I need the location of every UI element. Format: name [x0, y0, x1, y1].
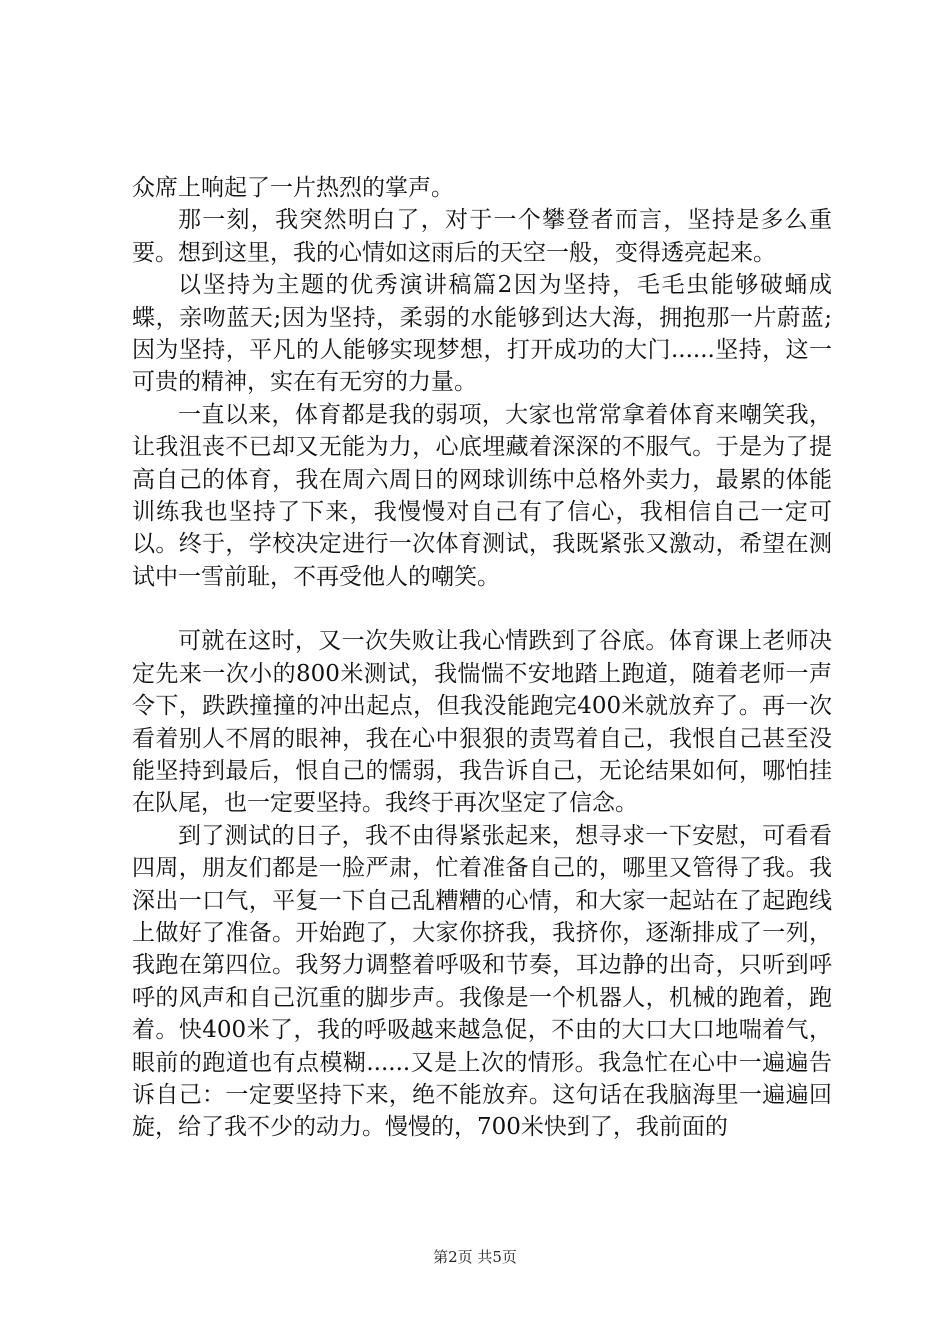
paragraph: 以坚持为主题的优秀演讲稿篇2因为坚持，毛毛虫能够破蛹成蝶，亲吻蓝天;因为坚持，柔弱的水能够到达大海，拥抱那一片蔚蓝;因为坚持，平凡的人能够实现梦想，打开成功的大门......坚持，这一可贵的精神，实在有无穷的力量。 — [132, 272, 832, 396]
body-text — [132, 172, 832, 1144]
paragraph: 那一刻，我突然明白了，对于一个攀登者而言，坚持是多么重要。想到这里，我的心情如这雨后的天空一般，变得透亮起来。 — [132, 207, 832, 266]
page-footer: 第2页 共5页 — [433, 1248, 517, 1266]
paragraph: 到了测试的日子，我不由得紧张起来，想寻求一下安慰，可看看四周，朋友们都是一脸严肃，忙着准备自己的，哪里又管得了我。我深出一口气，平复一下自己乱糟糟的心情，和大家一起站在了起跑线上做好了准备。开始跑了，大家你挤我，我挤你，逐渐排成了一列，我跑在第四位。我努力调整着呼吸和节奏，耳边静的出奇，只听到呼呼的风声和自己沉重的脚步声。我像是一个机器人，机械的跑着，跑着。快400米了，我的呼吸越来越急促，不由的大口大口地喘着气，眼前的跑道也有点模糊......又是上次的情形。我急忙在心中一遍遍告诉自己：一定要坚持下来，绝不能放弃。这句话在我脑海里一遍遍回旋，给了我不少的动力。慢慢的，700米快到了，我前面的 — [132, 822, 832, 1141]
paragraph: 一直以来，体育都是我的弱项，大家也常常拿着体育来嘲笑我，让我沮丧不已却又无能为力，心底埋藏着深深的不服气。于是为了提高自己的体育，我在周六周日的网球训练中总格外卖力，最累的体能训练我也坚持了下来，我慢慢对自己有了信心，我相信自己一定可以。终于，学校决定进行一次体育测试，我既紧张又激动，希望在测试中一雪前耻，不再受他人的嘲笑。 — [132, 401, 832, 590]
paragraph: 可就在这时，又一次失败让我心情跌到了谷底。体育课上老师决定先来一次小的800米测试，我惴惴不安地踏上跑道，随着老师一声令下，跌跌撞撞的冲出起点，但我没能跑完400米就放弃了。再一次看着别人不屑的眼神，我在心中狠狠的责骂着自己，我恨自己甚至没能坚持到最后，恨自己的懦弱，我告诉自己，无论结果如何，哪怕挂在队尾，也一定要坚持。我终于再次坚定了信念。 — [132, 628, 832, 817]
paragraph-continuation: 众席上响起了一片热烈的掌声。 — [132, 175, 454, 201]
